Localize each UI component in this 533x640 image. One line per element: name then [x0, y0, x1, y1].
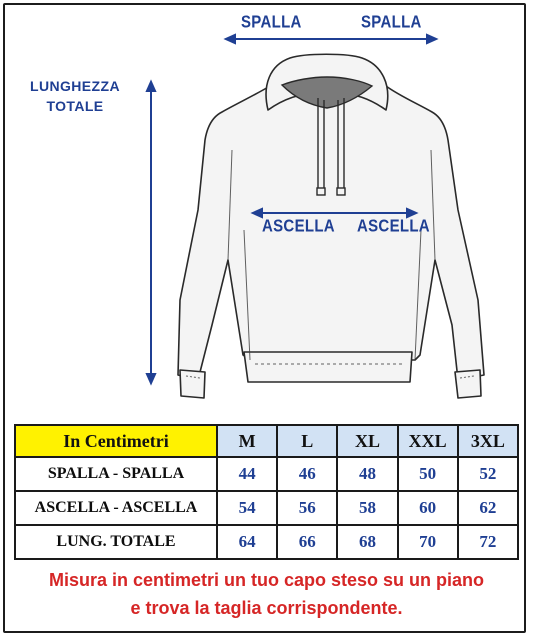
size-header-l: L: [277, 425, 337, 457]
row-label-lunghezza: LUNG. TOTALE: [15, 525, 217, 559]
row-label-ascella: ASCELLA - ASCELLA: [15, 491, 217, 525]
table-cell: 72: [458, 525, 518, 559]
table-row: [15, 457, 518, 491]
table-cell: 54: [217, 491, 277, 525]
table-cell: 58: [337, 491, 397, 525]
spalla-label-left: SPALLA: [241, 12, 302, 33]
note-line-2: e trova la taglia corrispondente.: [130, 598, 403, 618]
hoodie-right-cuff: [455, 370, 481, 398]
table-cell: 60: [398, 491, 458, 525]
note-line-1: Misura in centimetri un tuo capo steso su un piano: [48, 570, 485, 590]
size-table: [14, 424, 519, 560]
table-cell: 44: [217, 457, 277, 491]
size-table-header: [15, 425, 518, 457]
ascella-label-left: ASCELLA: [262, 216, 335, 237]
row-label-spalla: SPALLA - SPALLA: [15, 457, 217, 491]
hoodie-waistband: [244, 352, 412, 382]
table-cell: 62: [458, 491, 518, 525]
table-cell: 52: [458, 457, 518, 491]
table-cell: 46: [277, 457, 337, 491]
hoodie-left-cuff: [180, 370, 205, 398]
table-cell: 50: [398, 457, 458, 491]
lunghezza-label-line2: TOTALE: [46, 98, 104, 114]
table-row: [15, 491, 518, 525]
table-cell: 48: [337, 457, 397, 491]
size-header-xxl: XXL: [398, 425, 458, 457]
table-cell: 64: [217, 525, 277, 559]
lunghezza-label: [20, 76, 130, 116]
size-header-m: M: [217, 425, 277, 457]
spalla-label-right: SPALLA: [361, 12, 422, 33]
size-header-xl: XL: [337, 425, 397, 457]
ascella-label-right: ASCELLA: [357, 216, 430, 237]
table-row: [15, 525, 518, 559]
lunghezza-label-line1: LUNGHEZZA: [30, 78, 120, 94]
table-cell: 66: [277, 525, 337, 559]
table-cell: 70: [398, 525, 458, 559]
table-cell: 56: [277, 491, 337, 525]
size-header-3xl: 3XL: [458, 425, 518, 457]
size-table-corner: In Centimetri: [15, 425, 217, 457]
table-cell: 68: [337, 525, 397, 559]
